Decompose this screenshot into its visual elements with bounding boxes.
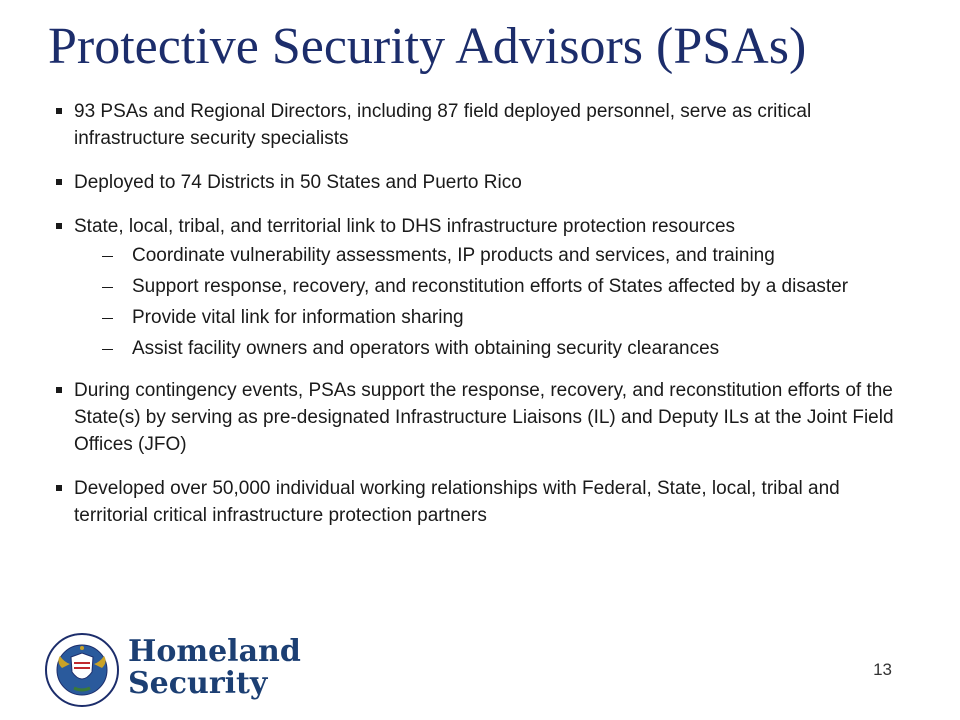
- wordmark-line-security: Security: [128, 666, 268, 701]
- bullet-text: 93 PSAs and Regional Directors, including 87 field deployed personnel, serve as critical infrastructure security specialists: [74, 101, 812, 149]
- bullet-text: Developed over 50,000 individual working relationships with Federal, State, local, tribal and territorial critical infrastructure protection partners: [74, 478, 840, 526]
- page-number: 13: [873, 660, 892, 679]
- sub-bullet-item: [74, 337, 914, 360]
- bullet-list: [54, 98, 914, 546]
- sub-bullet-text: Coordinate vulnerability assessments, IP products and services, and training: [132, 245, 775, 266]
- dhs-wordmark: [128, 636, 301, 700]
- dhs-seal-icon: [44, 632, 120, 713]
- sub-bullet-text: Provide vital link for information sharing: [132, 307, 464, 328]
- dash-icon: [102, 256, 113, 257]
- dash-icon: [102, 318, 113, 319]
- slide-title: Protective Security Advisors (PSAs): [48, 18, 807, 75]
- sub-bullet-list: [74, 244, 914, 360]
- bullet-item: [54, 98, 914, 152]
- bullet-marker-icon: [56, 108, 62, 114]
- dash-icon: [102, 349, 113, 350]
- bullet-marker-icon: [56, 387, 62, 393]
- bullet-item: [54, 377, 914, 458]
- bullet-marker-icon: [56, 179, 62, 185]
- dash-icon: [102, 287, 113, 288]
- sub-bullet-text: Support response, recovery, and reconstitution efforts of States affected by a disaster: [132, 276, 849, 297]
- wordmark-line-homeland: Homeland: [128, 634, 301, 669]
- bullet-marker-icon: [56, 485, 62, 491]
- sub-bullet-text: Assist facility owners and operators with obtaining security clearances: [132, 338, 720, 359]
- bullet-item: [54, 475, 914, 529]
- sub-bullet-item: [74, 275, 914, 298]
- sub-bullet-item: [74, 306, 914, 329]
- bullet-item: [54, 213, 914, 360]
- bullet-item: [54, 169, 914, 196]
- bullet-marker-icon: [56, 223, 62, 229]
- bullet-text: Deployed to 74 Districts in 50 States and Puerto Rico: [74, 172, 522, 193]
- bullet-text: During contingency events, PSAs support the response, recovery, and reconstitution efforts of the State(s) by serving as pre-designated Infrastructure Liaisons (IL) and Deputy ILs at the Joint Field Offices (JFO): [74, 380, 894, 455]
- sub-bullet-item: [74, 244, 914, 267]
- bullet-text: State, local, tribal, and territorial link to DHS infrastructure protection resources: [74, 216, 736, 237]
